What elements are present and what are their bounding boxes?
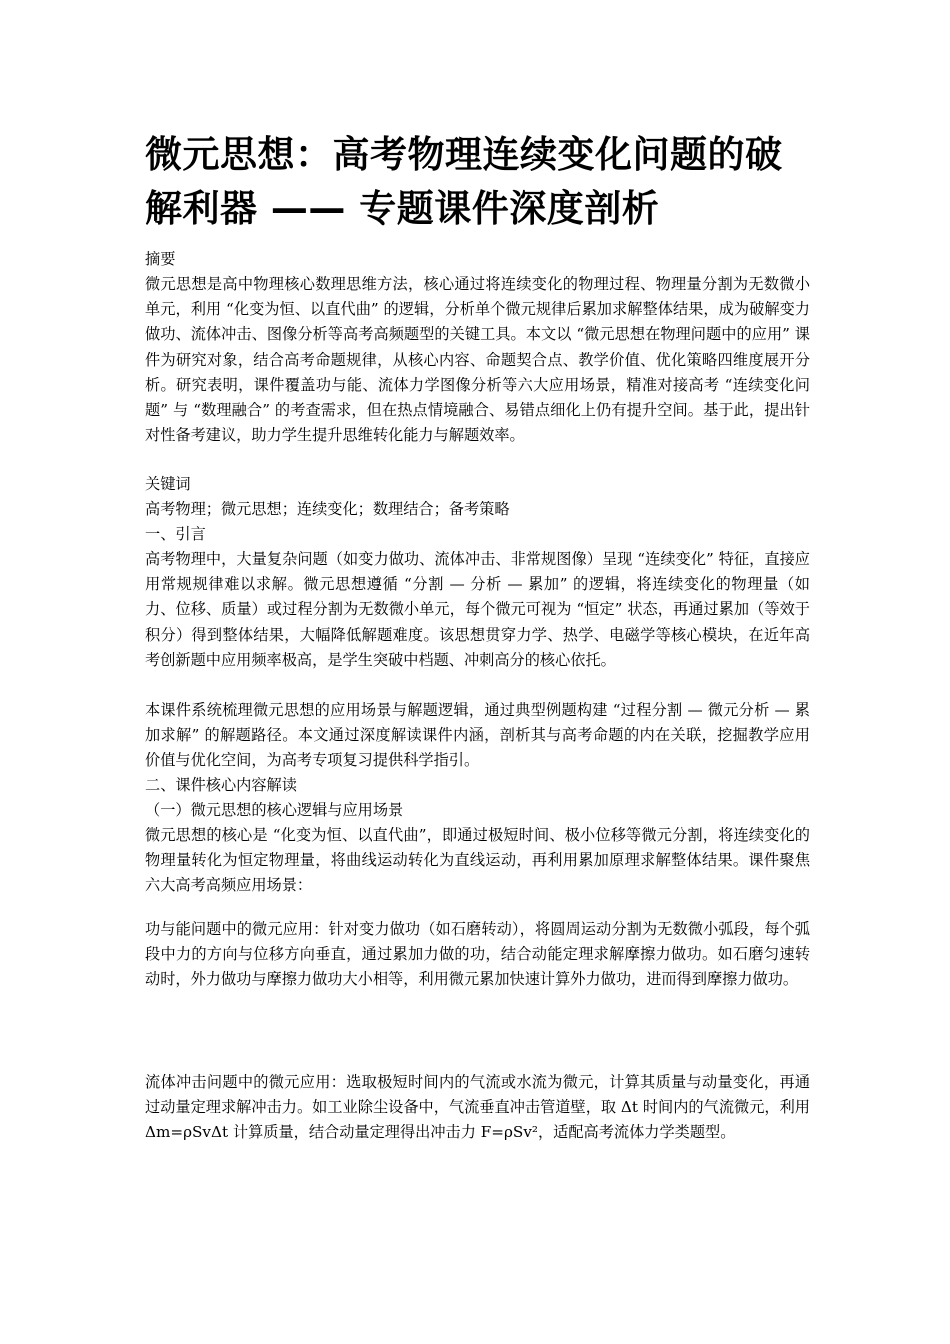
abstract-text: 微元思想是高中物理核心数理思维方法，核心通过将连续变化的物理过程、物理量分割为无数微小单元，利用 “化变为恒、以直代曲” 的逻辑，分析单个微元规律后累加求解整体结果，成为破解变力做功、流体冲击、图像分析等高考高频题型的关键工具。本文以 “微元思想在物理问题中的应用” 课件为研究对象，结合高考命题规律，从核心内容、命题契合点、教学价值、优化策略四维度展开分析。研究表明，课件覆盖功与能、流体力学图像分析等六大应用场景，精准对接高考 “连续变化问题” 与 “数理融合” 的考查需求，但在热点情境融合、易错点细化上仍有提升空间。基于此，提出针对性备考建议，助力学生提升思维转化能力与解题效率。 [145,275,810,445]
section-2-subheading: （一）微元思想的核心逻辑与应用场景 [145,801,404,819]
section-1-heading: 一、引言 [145,525,206,543]
section-2-paragraph-2: 功与能问题中的微元应用：针对变力做功（如石磨转动），将圆周运动分割为无数微小弧段，每个弧段中力的方向与位移方向垂直，通过累加力做的功，结合动能定理求解摩擦力做功。如石磨匀速转动时，外力做功与摩擦力做功大小相等，利用微元累加快速计算外力做功，进而得到摩擦力做功。 [145,920,810,989]
title-line-1: 微元思想：高考物理连续变化问题的破 [145,133,783,176]
abstract-heading: 摘要 [145,250,176,268]
document-title [145,128,810,236]
keywords-heading: 关键词 [145,475,191,493]
title-line-2: 解利器 —— 专题课件深度剖析 [145,187,660,230]
keywords-text: 高考物理；微元思想；连续变化；数理结合；备考策略 [145,500,510,518]
section-2-heading: 二、课件核心内容解读 [145,776,297,794]
section-2-paragraph-3: 流体冲击问题中的微元应用：选取极短时间内的气流或水流为微元，计算其质量与动量变化，再通过动量定理求解冲击力。如工业除尘设备中，气流垂直冲击管道壁，取 Δt 时间内的气流微元，利用 Δm=ρSvΔt 计算质量，结合动量定理得出冲击力 F=ρSv²，适配高考流体力学类题型。 [145,1073,810,1142]
section-2-paragraph-1: 微元思想的核心是 “化变为恒、以直代曲”，即通过极短时间、极小位移等微元分割，将连续变化的物理量转化为恒定物理量，将曲线运动转化为直线运动，再利用累加原理求解整体结果。课件聚焦六大高考高频应用场景： [145,826,810,895]
section-1-paragraph-1: 高考物理中，大量复杂问题（如变力做功、流体冲击、非常规图像）呈现 “连续变化” 特征，直接应用常规规律难以求解。微元思想遵循 “分割 — 分析 — 累加” 的逻辑，将连续变化的物理量（如力、位移、质量）或过程分割为无数微小单元，每个微元可视为 “恒定” 状态，再通过累加（等效于积分）得到整体结果，大幅降低解题难度。该思想贯穿力学、热学、电磁学等核心模块，在近年高考创新题中应用频率极高，是学生突破中档题、冲刺高分的核心依托。 [145,550,810,669]
section-1-paragraph-2: 本课件系统梳理微元思想的应用场景与解题逻辑，通过典型例题构建 “过程分割 — 微元分析 — 累加求解” 的解题路径。本文通过深度解读课件内涵，剖析其与高考命题的内在关联，挖掘教学应用价值与优化空间，为高考专项复习提供科学指引。 [145,701,810,770]
